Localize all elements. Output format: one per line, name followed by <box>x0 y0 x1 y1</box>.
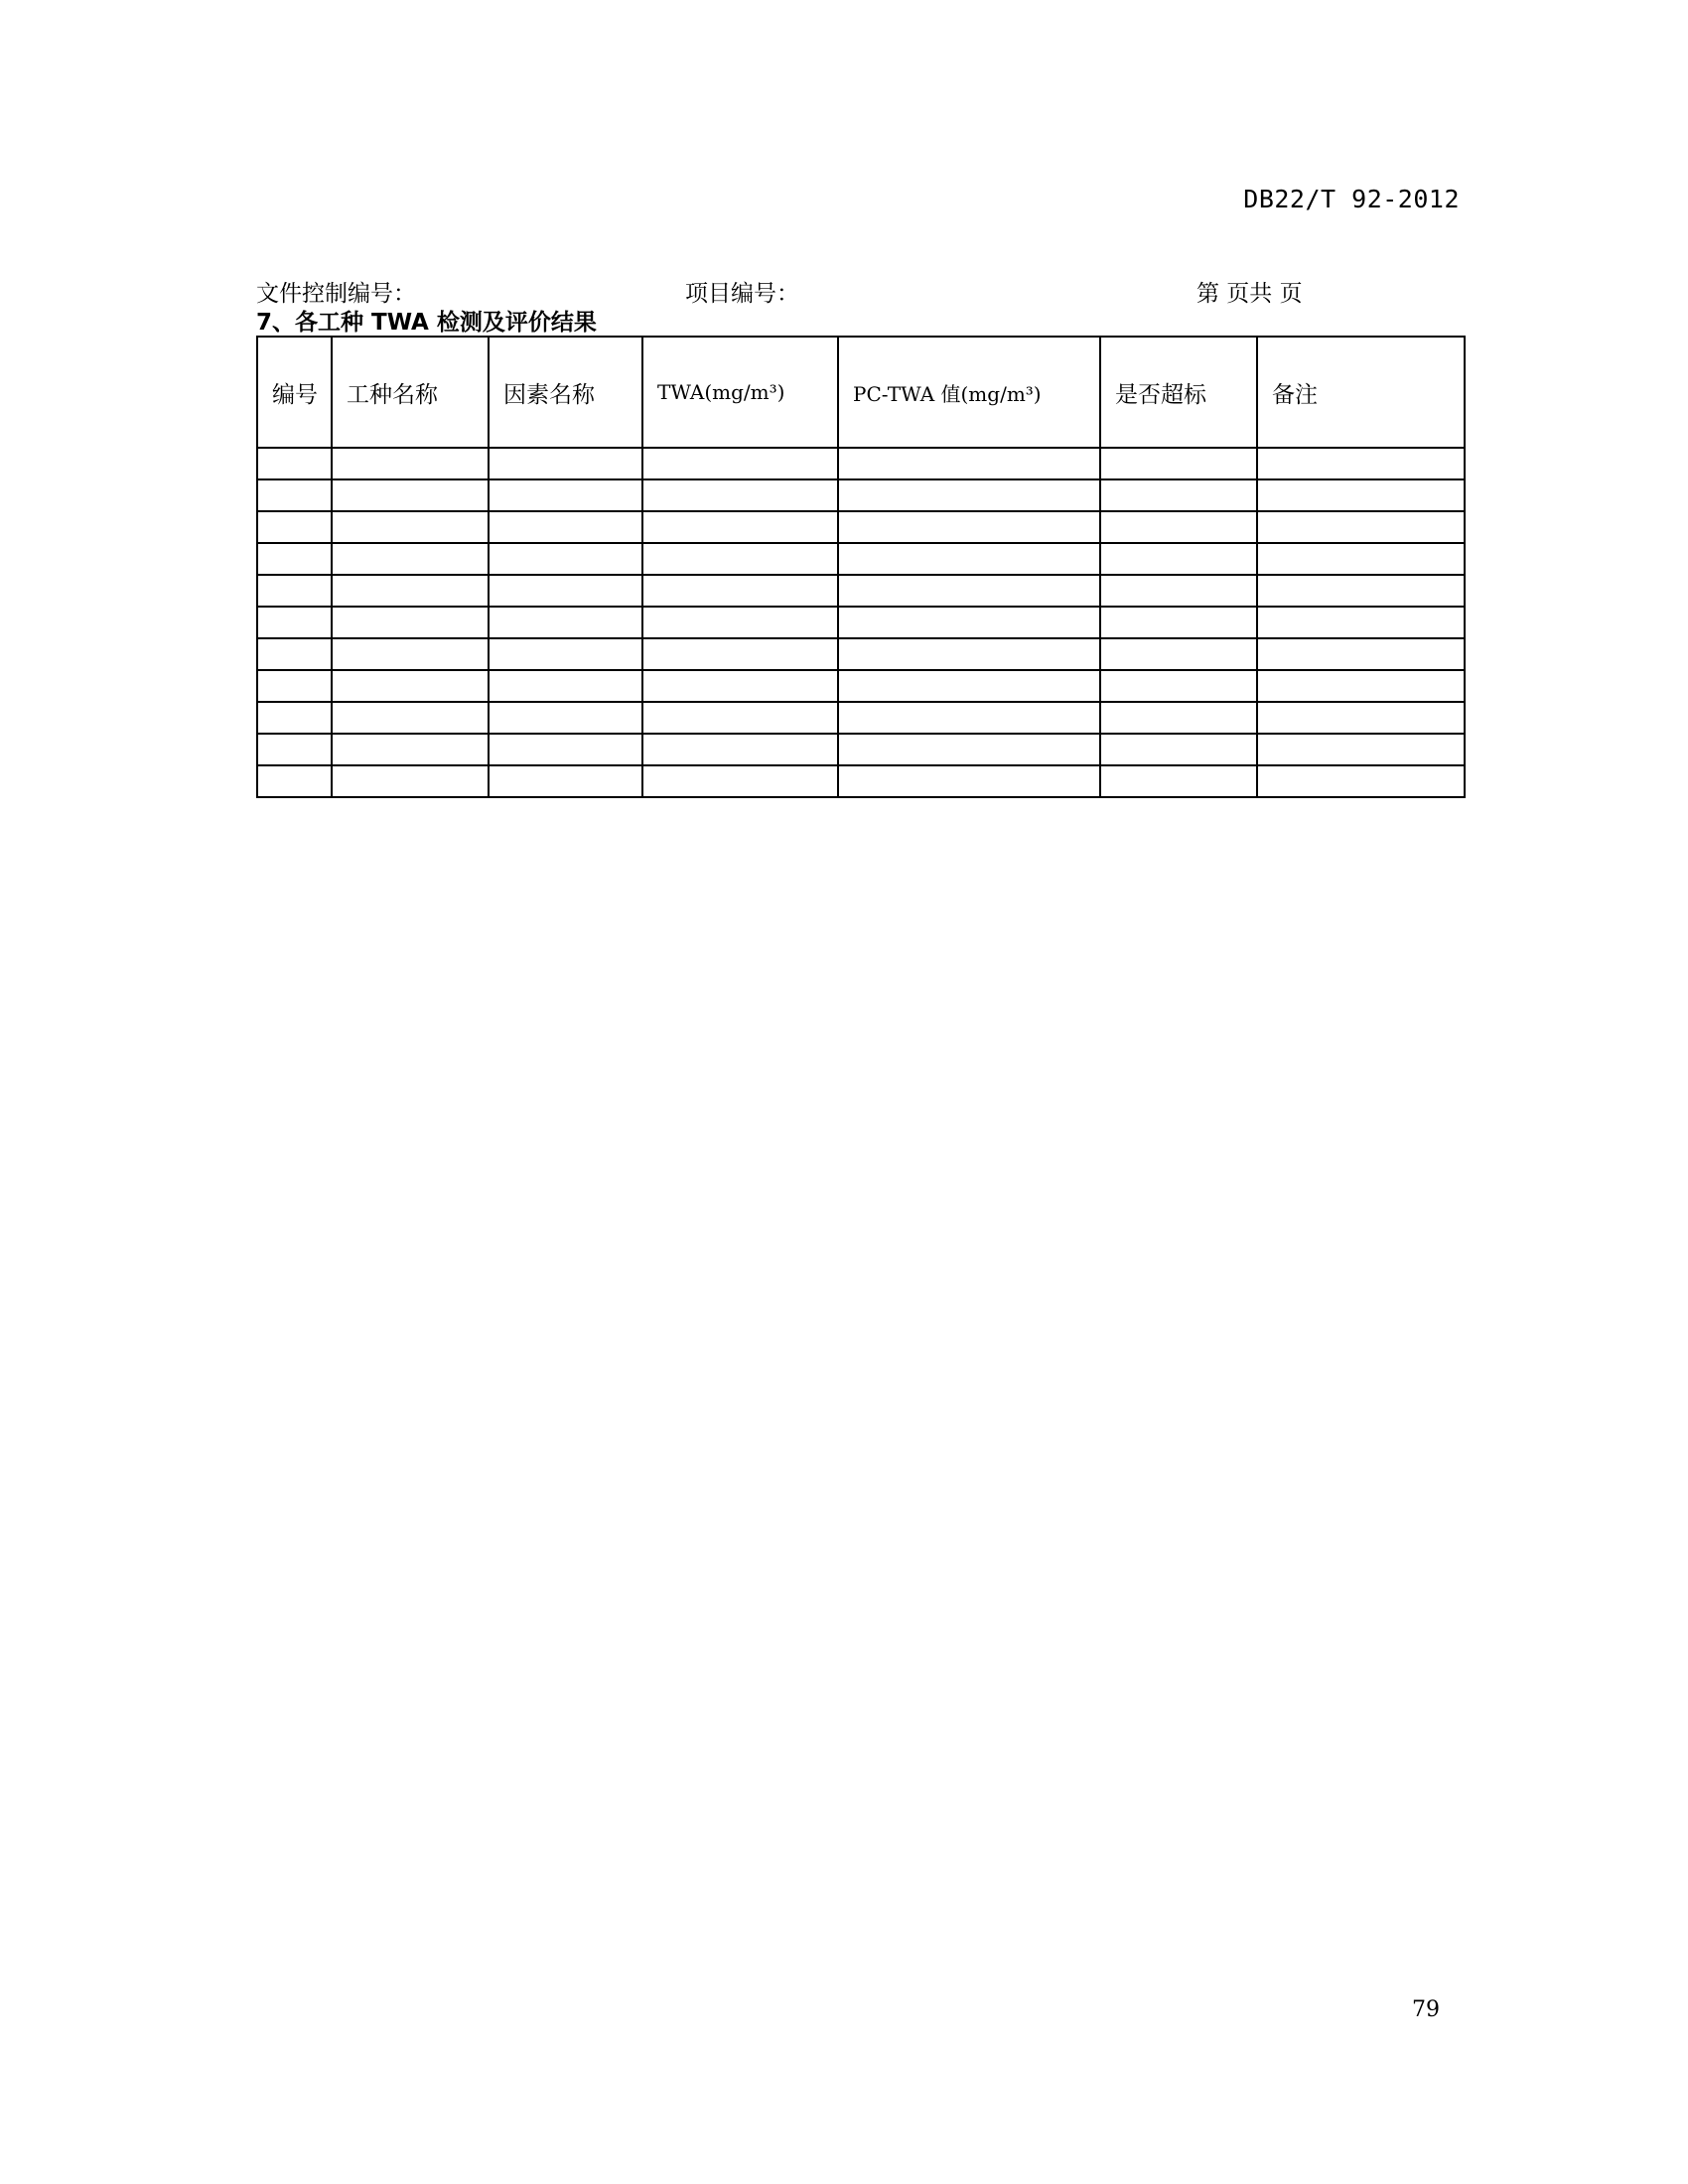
table-cell[interactable] <box>257 702 332 734</box>
header-exceeds-limit: 是否超标 <box>1100 337 1257 448</box>
table-cell[interactable] <box>1257 765 1465 797</box>
table-cell[interactable] <box>489 575 642 607</box>
table-cell[interactable] <box>257 670 332 702</box>
table-cell[interactable] <box>332 702 489 734</box>
page-number: 79 <box>1412 1997 1440 2022</box>
table-cell[interactable] <box>838 638 1100 670</box>
table-cell[interactable] <box>257 448 332 479</box>
table-cell[interactable] <box>1257 543 1465 575</box>
table-cell[interactable] <box>1100 702 1257 734</box>
table-cell[interactable] <box>1100 607 1257 638</box>
table-row <box>257 607 1465 638</box>
table-cell[interactable] <box>1100 448 1257 479</box>
header-twa: TWA(mg/m³) <box>642 337 838 448</box>
document-code: DB22/T 92-2012 <box>1243 185 1460 213</box>
table-cell[interactable] <box>1257 638 1465 670</box>
table-cell[interactable] <box>1100 638 1257 670</box>
table-cell[interactable] <box>332 638 489 670</box>
table-cell[interactable] <box>257 575 332 607</box>
table-cell[interactable] <box>332 670 489 702</box>
table-cell[interactable] <box>1257 575 1465 607</box>
table-cell[interactable] <box>1257 702 1465 734</box>
table-cell[interactable] <box>332 511 489 543</box>
table-cell[interactable] <box>1100 670 1257 702</box>
table-cell[interactable] <box>1100 479 1257 511</box>
table-cell[interactable] <box>1257 479 1465 511</box>
table-row <box>257 702 1465 734</box>
table-cell[interactable] <box>838 575 1100 607</box>
table-row <box>257 670 1465 702</box>
header-pc-twa: PC-TWA 值(mg/m³) <box>838 337 1100 448</box>
table-cell[interactable] <box>642 702 838 734</box>
table-cell[interactable] <box>838 448 1100 479</box>
table-cell[interactable] <box>642 543 838 575</box>
table-cell[interactable] <box>489 607 642 638</box>
table-cell[interactable] <box>1100 765 1257 797</box>
table-cell[interactable] <box>489 511 642 543</box>
table-cell[interactable] <box>257 765 332 797</box>
table-cell[interactable] <box>489 543 642 575</box>
table-cell[interactable] <box>332 734 489 765</box>
table-cell[interactable] <box>642 511 838 543</box>
table-row <box>257 448 1465 479</box>
table-cell[interactable] <box>489 479 642 511</box>
table-header-row <box>257 337 1465 448</box>
table-cell[interactable] <box>838 511 1100 543</box>
table-cell[interactable] <box>838 670 1100 702</box>
table-row <box>257 543 1465 575</box>
table-cell[interactable] <box>1257 607 1465 638</box>
table-cell[interactable] <box>1100 734 1257 765</box>
table-cell[interactable] <box>1100 575 1257 607</box>
table-cell[interactable] <box>838 702 1100 734</box>
table-cell[interactable] <box>489 670 642 702</box>
table-cell[interactable] <box>489 765 642 797</box>
table-cell[interactable] <box>489 638 642 670</box>
table-row <box>257 575 1465 607</box>
table-cell[interactable] <box>489 448 642 479</box>
table-cell[interactable] <box>1257 670 1465 702</box>
table-cell[interactable] <box>838 734 1100 765</box>
table-cell[interactable] <box>332 448 489 479</box>
file-control-number-label: 文件控制编号： <box>256 281 416 307</box>
table-cell[interactable] <box>332 543 489 575</box>
table-cell[interactable] <box>838 765 1100 797</box>
table-cell[interactable] <box>489 702 642 734</box>
table-row <box>257 479 1465 511</box>
table-cell[interactable] <box>642 734 838 765</box>
table-cell[interactable] <box>257 479 332 511</box>
header-id: 编号 <box>257 337 332 448</box>
table-cell[interactable] <box>257 543 332 575</box>
table-row <box>257 765 1465 797</box>
table-cell[interactable] <box>257 734 332 765</box>
table-cell[interactable] <box>838 479 1100 511</box>
table-row <box>257 638 1465 670</box>
page-count-label: 第 页共 页 <box>1196 281 1303 307</box>
table-cell[interactable] <box>257 638 332 670</box>
table-cell[interactable] <box>642 607 838 638</box>
table-cell[interactable] <box>257 511 332 543</box>
table-cell[interactable] <box>332 479 489 511</box>
header-factor-name: 因素名称 <box>489 337 642 448</box>
header-job-name: 工种名称 <box>332 337 489 448</box>
section-title: 7、各工种 TWA 检测及评价结果 <box>256 310 597 336</box>
table-cell[interactable] <box>642 479 838 511</box>
project-number-label: 项目编号： <box>685 281 799 307</box>
table-cell[interactable] <box>642 575 838 607</box>
table-cell[interactable] <box>257 607 332 638</box>
table-cell[interactable] <box>1257 511 1465 543</box>
table-cell[interactable] <box>332 765 489 797</box>
table-row <box>257 734 1465 765</box>
table-cell[interactable] <box>1100 511 1257 543</box>
table-cell[interactable] <box>838 543 1100 575</box>
table-cell[interactable] <box>642 670 838 702</box>
table-body <box>257 448 1465 797</box>
table-cell[interactable] <box>642 448 838 479</box>
table-cell[interactable] <box>332 575 489 607</box>
header-remarks: 备注 <box>1257 337 1465 448</box>
table-cell[interactable] <box>489 734 642 765</box>
table-cell[interactable] <box>1100 543 1257 575</box>
table-cell[interactable] <box>838 607 1100 638</box>
table-cell[interactable] <box>642 765 838 797</box>
table-row <box>257 511 1465 543</box>
table-cell[interactable] <box>332 607 489 638</box>
table-cell[interactable] <box>642 638 838 670</box>
table-cell[interactable] <box>1257 448 1465 479</box>
twa-result-table <box>256 336 1466 798</box>
table-cell[interactable] <box>1257 734 1465 765</box>
